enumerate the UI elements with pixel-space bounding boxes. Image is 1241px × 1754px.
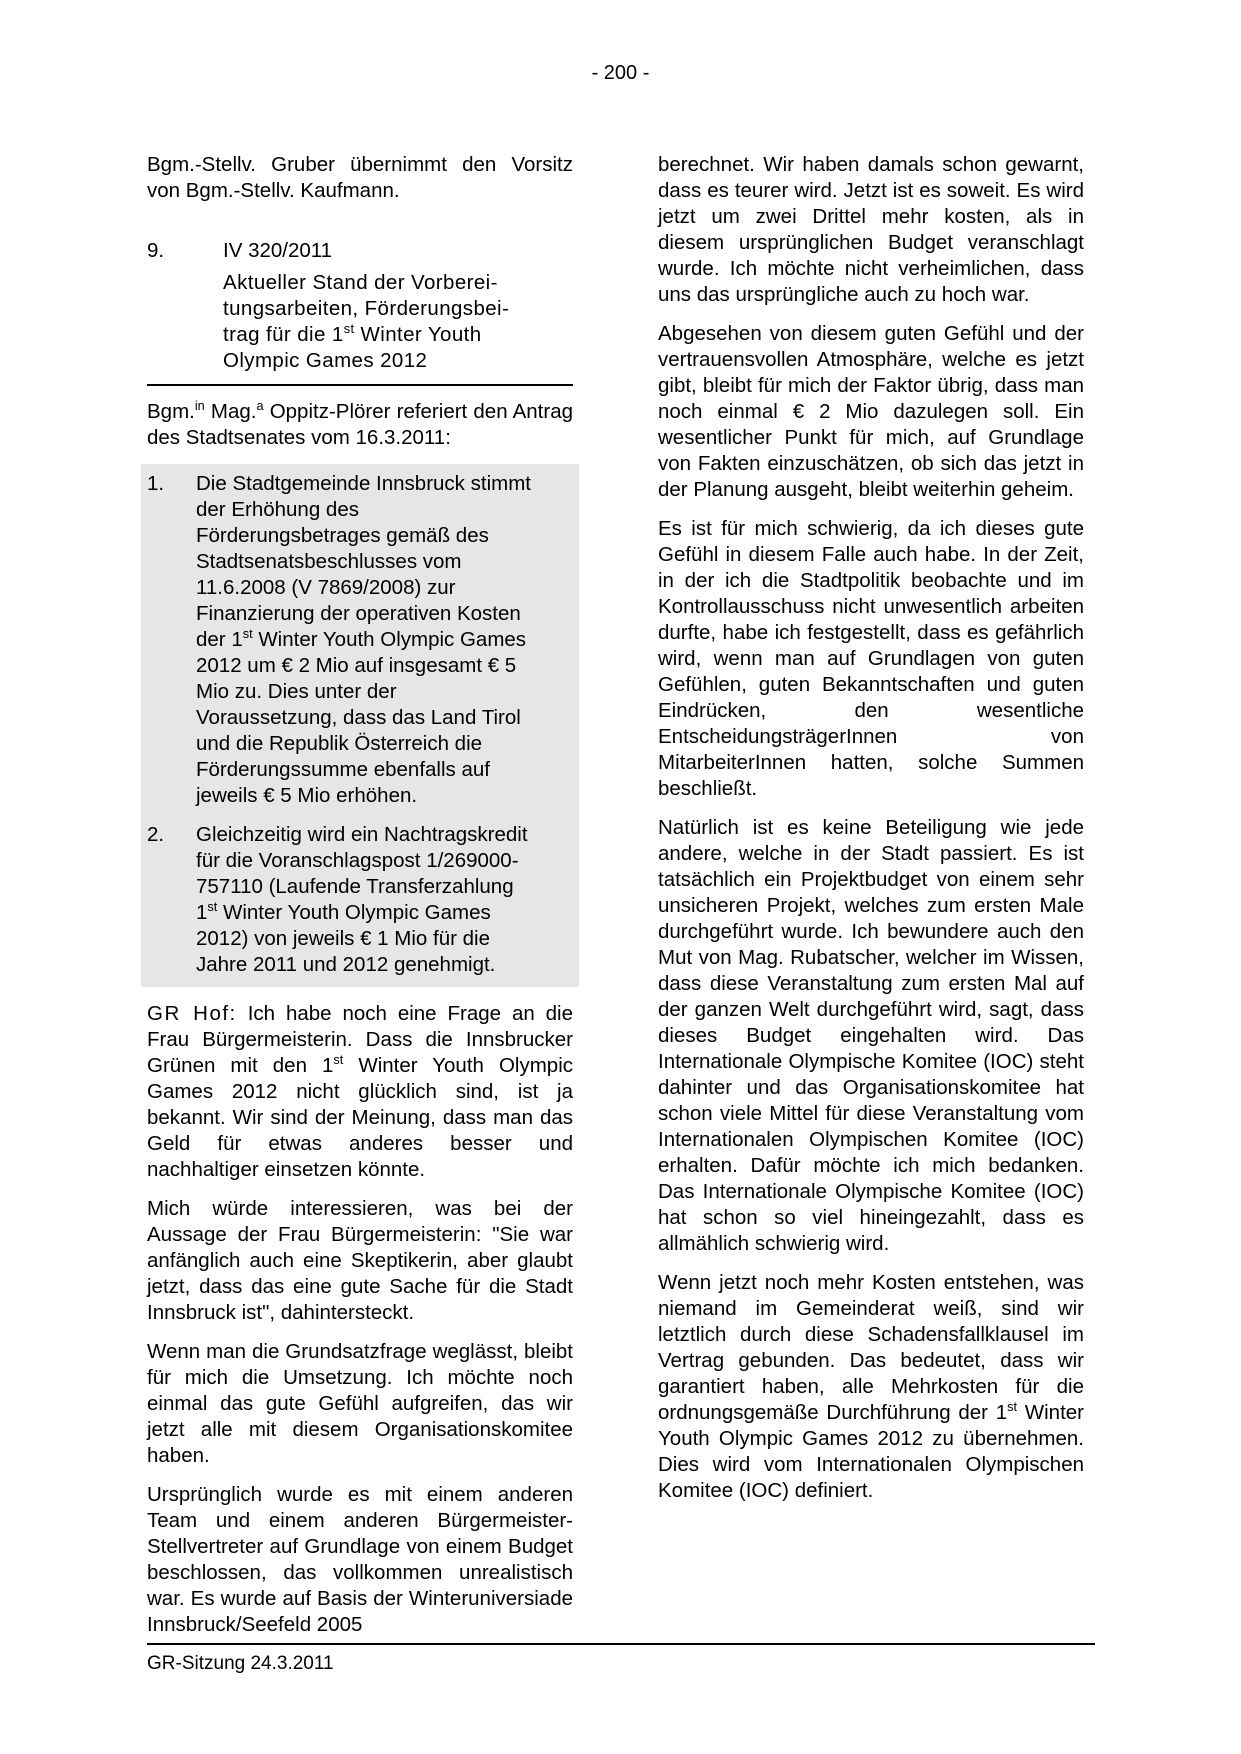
- speech-paragraph: Natürlich ist es keine Beteiligung wie jede andere, welche in der Stadt passiert. Es ist tatsächlich ein Projektbudget von einem sehr unsicheren Projekt, welches zum ersten Male durchgeführt wurde. Ich bewundere auch den Mut von Mag. Rubatscher, welcher im Wissen, dass diese Veranstaltung zum ersten Mal auf der ganzen Welt durchgeführt wird, sagt, dass dieses Budget eingehalten wird. Das Internationale Olympische Komitee (IOC) steht dahinter und das Organisationskomitee hat schon viele Mittel für diese Veranstaltung vom Internationalen Olympischen Komitee (IOC) erhalten. Dafür möchte ich mich bedanken. Das Internationale Olympische Komitee (IOC) hat schon so viel hineingezahlt, dass es allmählich schwierig wird.: [658, 816, 1084, 1255]
- speech-paragraph: Es ist für mich schwierig, da ich dieses gute Gefühl in diesem Falle auch habe. In der Zeit, in der ich die Stadtpolitik beobachte und im Kontrollausschuss nicht unwesentlich arbeiten durfte, habe ich festgestellt, dass es gefährlich wird, wenn man auf Grundlagen von guten Gefühlen, guten Bekanntschaften und guten Eindrücken, den wesentliche EntscheidungsträgerInnen von MitarbeiterInnen hatten, solche Summen beschließt.: [658, 517, 1084, 800]
- speech-paragraph: Ursprünglich wurde es mit einem anderen Team und einem anderen Bürgermeister-Stellvertreter auf Grundlage von einem Budget beschlossen, das vollkommen unrealistisch war. Es wurde auf Basis der Winteruniversiade Innsbruck/Seefeld 2005: [147, 1483, 573, 1636]
- resolution-item: [147, 471, 573, 809]
- resolution-item-text: Die Stadtgemeinde Innsbruck stimmt der Erhöhung des Förderungsbetrages gemäß des Stadtsenatsbeschlusses vom 11.6.2008 (V 7869/2008) zur Finanzierung der operativen Kosten der 1st Winter Youth Olympic Games 2012 um € 2 Mio auf insgesamt € 5 Mio zu. Dies unter der Voraussetzung, dass das Land Tirol und die Republik Österreich die Förderungssumme ebenfalls auf jeweils € 5 Mio erhöhen.: [196, 472, 531, 807]
- resolution-block: [141, 464, 579, 987]
- heading-rule: [147, 384, 573, 386]
- resolution-item-text: Gleichzeitig wird ein Nachtragskredit für die Voranschlagspost 1/269000-757110 (Laufende Transferzahlung 1st Winter Youth Olympic Games 2012) von jeweils € 1 Mio für die Jahre 2011 und 2012 genehmigt.: [196, 823, 528, 976]
- agenda-item-heading: [147, 238, 573, 264]
- speech-text: Ich habe noch eine Frage an die Frau Bürgermeisterin. Dass die Innsbrucker Grünen mit den 1st Winter Youth Olympic Games 2012 nicht glücklich sind, ist ja bekannt. Wir sind der Meinung, dass man das Geld für etwas anderes besser und nachhaltiger einsetzen könnte.: [147, 1002, 574, 1181]
- agenda-item-number: 9.: [147, 239, 165, 262]
- resolution-item: [147, 822, 573, 978]
- speech-paragraph: [147, 1001, 573, 1183]
- speech-paragraph: Wenn man die Grundsatzfrage weglässt, bleibt für mich die Umsetzung. Ich möchte noch einmal das gute Gefühl aufgreifen, das wir jetzt alle mit diesem Organisationskomitee haben.: [147, 1340, 573, 1467]
- right-column: [658, 152, 1084, 1517]
- speech-paragraph: Wenn jetzt noch mehr Kosten entstehen, was niemand im Gemeinderat weiß, sind wir letztlich durch diese Schadensfallklausel im Vertrag gebunden. Das bedeutet, dass wir garantiert haben, alle Mehrkosten für die ordnungsgemäße Durchführung der 1st Winter Youth Olympic Games 2012 zu übernehmen. Dies wird vom Internationalen Olympischen Komitee (IOC) definiert.: [658, 1271, 1084, 1502]
- agenda-item-reference: IV 320/2011: [223, 239, 333, 262]
- footer-text: GR-Sitzung 24.3.2011: [147, 1653, 334, 1674]
- speech-paragraph: Abgesehen von diesem guten Gefühl und der vertrauensvollen Atmosphäre, welche es jetzt gibt, bleibt für mich der Faktor übrig, dass man noch einmal € 2 Mio dazulegen soll. Ein wesentlicher Punkt für mich, auf Grundlage von Fakten einzuschätzen, ob sich das jetzt in der Planung ausgeht, bleibt weiterhin geheim.: [658, 322, 1084, 501]
- speech-paragraph: Mich würde interessieren, was bei der Aussage der Frau Bürgermeisterin: "Sie war anfänglich auch eine Skeptikerin, aber glaubt jetzt, dass das eine gute Sache für die Stadt Innsbruck ist", dahintersteckt.: [147, 1197, 573, 1324]
- speaker-name: GR Hof:: [147, 1002, 237, 1025]
- resolution-item-number: 2.: [147, 823, 165, 846]
- footer-rule: [147, 1643, 1095, 1645]
- page-number: - 200 -: [591, 62, 650, 84]
- resolution-item-number: 1.: [147, 472, 165, 495]
- agenda-item-title: Aktueller Stand der Vorberei- tungsarbeiten, Förderungsbei- trag für die 1st Winter Youth Olympic Games 2012: [223, 271, 510, 372]
- intro-paragraph: Bgm.$^{in}$ Mag.$^a$ Oppitz-Plörer referiert den Antrag des Stadtsenates vom 16.3.2011:: [147, 398, 574, 449]
- speech-paragraph: berechnet. Wir haben damals schon gewarnt, dass es teurer wird. Jetzt ist es soweit. Es wird jetzt um zwei Drittel mehr kosten, als in diesem ursprünglichen Budget veranschlagt wurde. Ich möchte nicht verheimlichen, dass uns das ursprüngliche auch zu hoch war.: [658, 153, 1084, 306]
- chair-note: Bgm.-Stellv. Gruber übernimmt den Vorsitz von Bgm.-Stellv. Kaufmann.: [147, 153, 573, 202]
- left-column: [147, 152, 573, 1651]
